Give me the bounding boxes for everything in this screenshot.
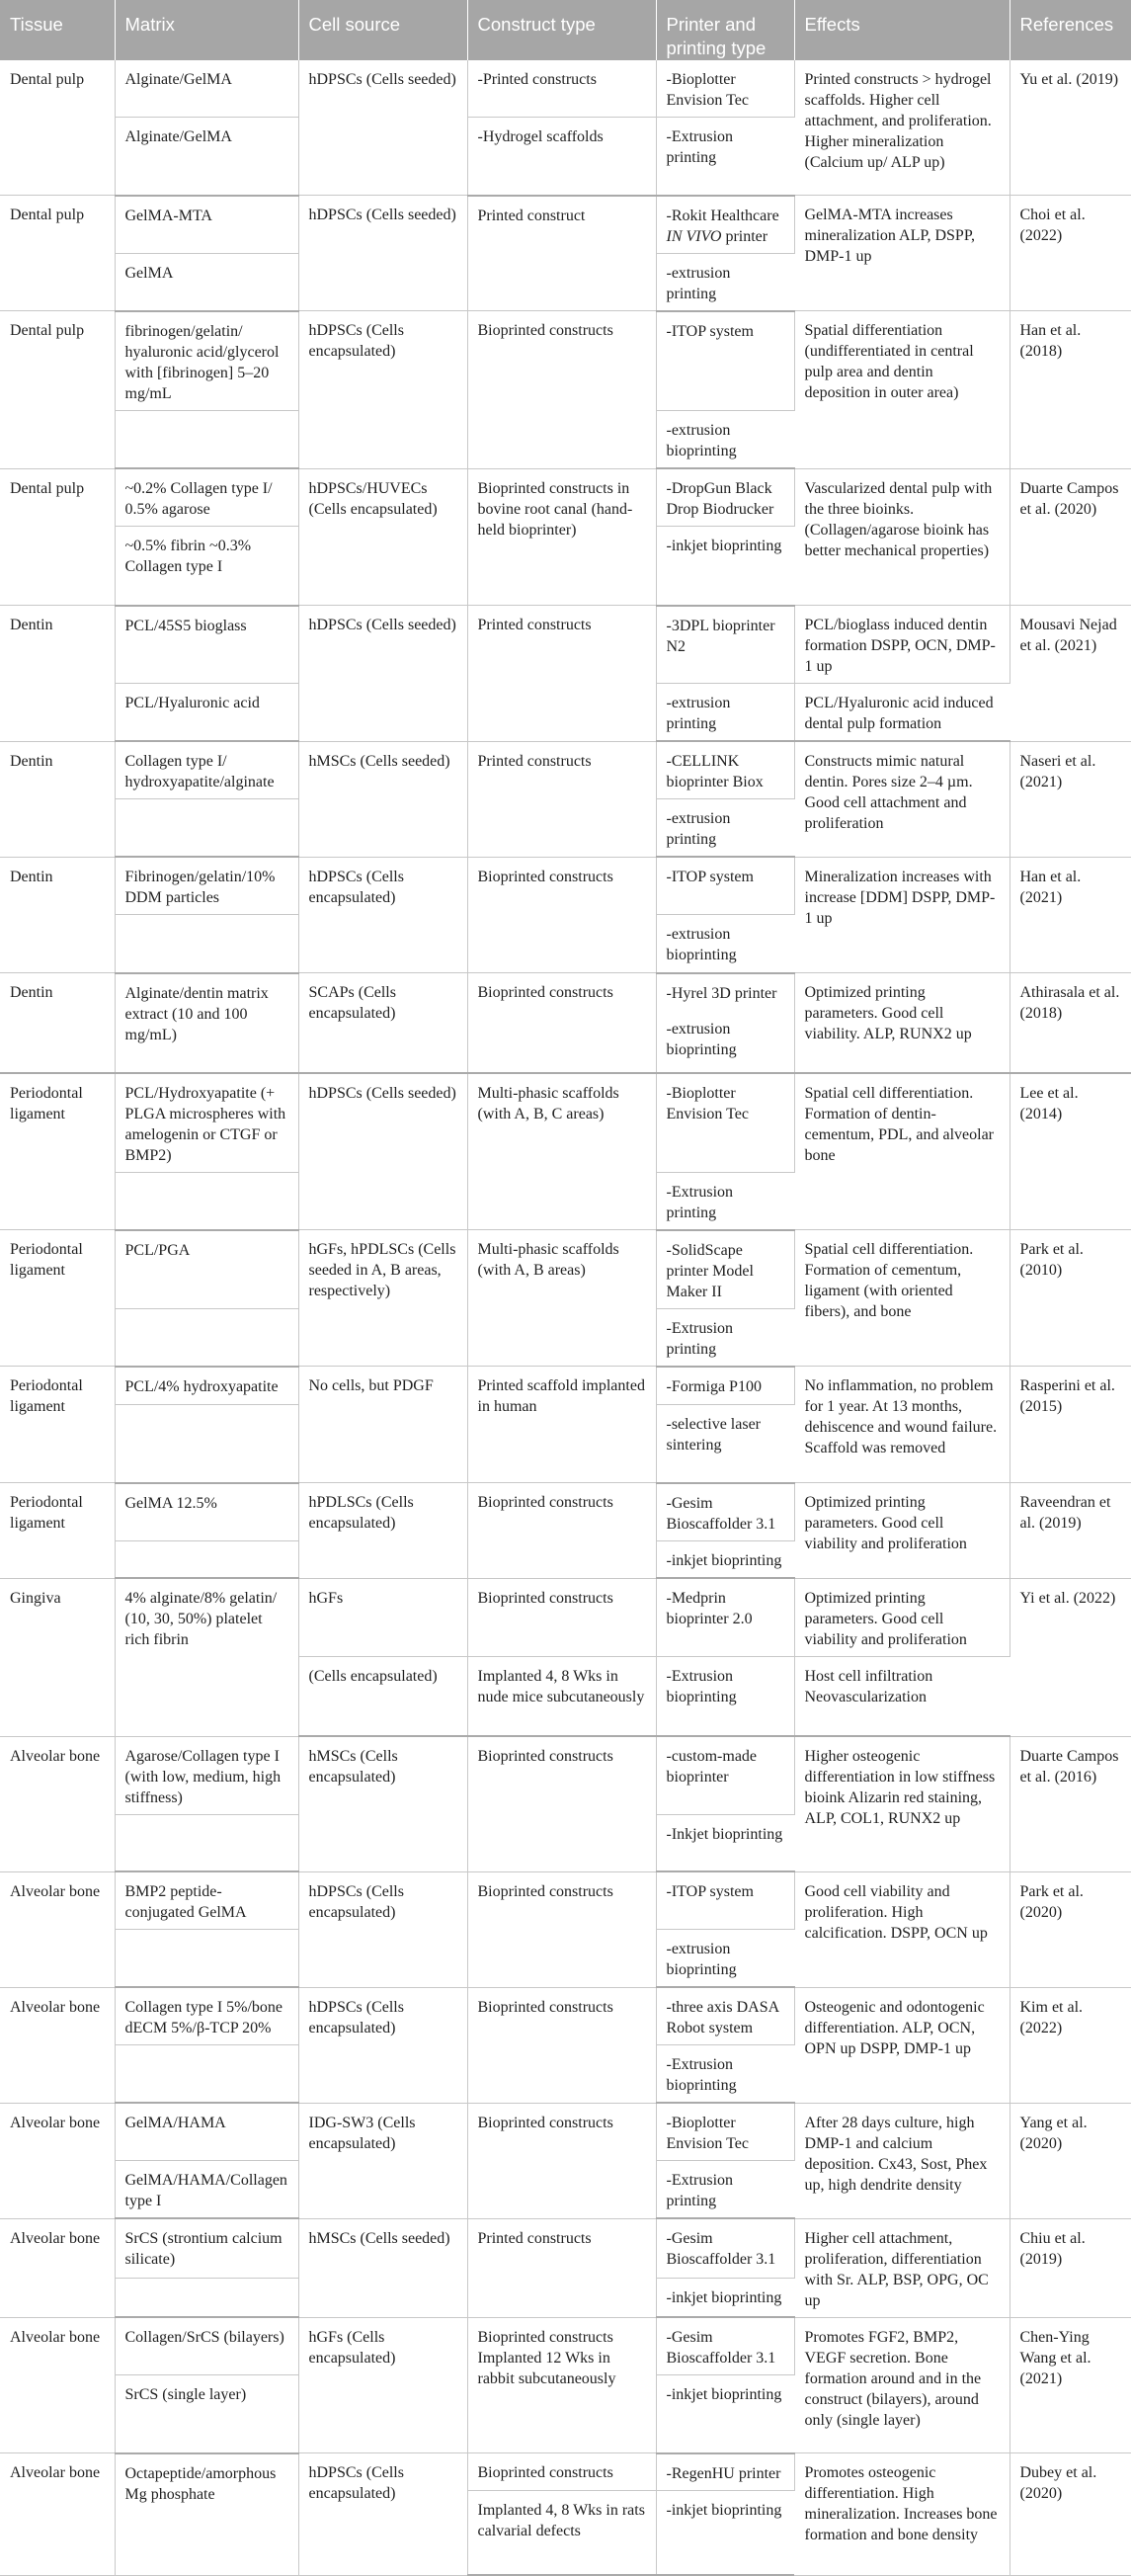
printer-suffix: printer [721, 227, 768, 245]
printer-cell: -ITOP system [656, 1871, 794, 1930]
cell-source-cell: hDPSCs (Cells seeded) [298, 1073, 467, 1230]
matrix-cell [115, 1405, 298, 1483]
printer-cell: -ITOP system [656, 857, 794, 915]
table-row [0, 2103, 1131, 2161]
table-row [0, 1736, 1131, 1814]
printer-cell: -Gesim Bioscaffolder 3.1 [656, 2317, 794, 2375]
matrix-cell: PCL/4% hydroxyapatite [115, 1367, 298, 1405]
printer-cell: -Extrusion printing [656, 2161, 794, 2219]
table-row [0, 741, 1131, 799]
printer-cell: -RegenHU printer [656, 2453, 794, 2491]
tissue-cell: Alveolar bone [0, 1987, 115, 2103]
tissue-cell: Alveolar bone [0, 2103, 115, 2218]
table-row [0, 1987, 1131, 2045]
cell-source-cell: hMSCs (Cells seeded) [298, 741, 467, 857]
effects-cell: Promotes osteogenic differentiation. High mineralization. Increases bone formation and bone density [794, 2453, 1010, 2576]
table-row [0, 1073, 1131, 1173]
cell-source-cell: hPDLSCs (Cells encapsulated) [298, 1483, 467, 1579]
construct-type-cell: Implanted 4, 8 Wks in nude mice subcutaneously [467, 1656, 656, 1736]
printer-cell: -Extrusion bioprinting [656, 1656, 794, 1736]
matrix-cell: GelMA [115, 253, 298, 311]
construct-type-cell: -Hydrogel scaffolds [467, 118, 656, 196]
cell-source-cell: hDPSCs (Cells seeded) [298, 60, 467, 196]
cell-source-cell: SCAPs (Cells encapsulated) [298, 973, 467, 1073]
table-row [0, 1578, 1131, 1656]
tissue-cell: Periodontal ligament [0, 1483, 115, 1579]
effects-cell: Promotes FGF2, BMP2, VEGF secretion. Bone formation around and in the construct (bilayers), around only (single layer) [794, 2317, 1010, 2453]
cell-source-cell: No cells, but PDGF [298, 1367, 467, 1483]
tissue-cell: Periodontal ligament [0, 1073, 115, 1230]
matrix-cell: GelMA/HAMA/Collagen type I [115, 2161, 298, 2219]
construct-type-cell: Printed scaffold implanted in human [467, 1367, 656, 1483]
tissue-cell: Dentin [0, 973, 115, 1073]
table-row [0, 2453, 1131, 2491]
effects-cell: Optimized printing parameters. Good cell viability and proliferation [794, 1483, 1010, 1579]
reference-cell: Yang et al. (2020) [1010, 2103, 1131, 2218]
printer-cell: -Bioplotter Envision Tec [656, 1073, 794, 1173]
effects-cell: Vascularized dental pulp with the three bioinks. (Collagen/agarose bioink has better mechanical properties) [794, 468, 1010, 606]
table-row [0, 1871, 1131, 1930]
tissue-cell: Dental pulp [0, 60, 115, 196]
construct-type-cell: Printed constructs [467, 2218, 656, 2317]
construct-type-cell: Implanted 4, 8 Wks in rats calvarial defects [467, 2490, 656, 2575]
cell-source-cell: hGFs (Cells encapsulated) [298, 2317, 467, 2453]
construct-type-cell: Bioprinted constructs [467, 2453, 656, 2491]
construct-type-cell: Multi-phasic scaffolds (with A, B, C areas) [467, 1073, 656, 1230]
header-cell-source: Cell source [298, 0, 467, 60]
tissue-cell: Dentin [0, 741, 115, 857]
matrix-cell: SrCS (strontium calcium silicate) [115, 2218, 298, 2279]
tissue-cell: Alveolar bone [0, 2453, 115, 2576]
construct-type-cell: Printed construct [467, 196, 656, 311]
reference-cell: Chiu et al. (2019) [1010, 2218, 1131, 2317]
tissue-cell: Alveolar bone [0, 2317, 115, 2453]
matrix-cell: Agarose/Collagen type I (with low, medium, high stiffness) [115, 1736, 298, 1814]
cell-source-cell: hDPSCs (Cells seeded) [298, 606, 467, 742]
reference-cell: Dubey et al. (2020) [1010, 2453, 1131, 2576]
matrix-cell [115, 799, 298, 858]
reference-cell: Lee et al. (2014) [1010, 1073, 1131, 1230]
matrix-cell: Alginate/GelMA [115, 60, 298, 118]
reference-cell: Chen-Ying Wang et al. (2021) [1010, 2317, 1131, 2453]
construct-type-cell: -Printed constructs [467, 60, 656, 118]
matrix-cell [115, 1172, 298, 1230]
printer-cell: -extrusion bioprinting [656, 1930, 794, 1988]
matrix-cell [115, 1814, 298, 1871]
matrix-cell: SrCS (single layer) [115, 2375, 298, 2453]
table-row [0, 1483, 1131, 1541]
matrix-cell [115, 410, 298, 468]
table-row [0, 606, 1131, 684]
tissue-cell: Dentin [0, 857, 115, 973]
header-effects: Effects [794, 0, 1010, 60]
reference-cell: Choi et al. (2022) [1010, 196, 1131, 311]
printer-cell: -Gesim Bioscaffolder 3.1 [656, 1483, 794, 1541]
effects-cell: PCL/Hyaluronic acid induced dental pulp formation [794, 684, 1010, 742]
effects-cell: Host cell infiltration Neovascularization [794, 1656, 1010, 1736]
matrix-cell: Octapeptide/amorphous Mg phosphate [115, 2453, 298, 2576]
printer-model-italic: IN VIVO [666, 227, 722, 245]
matrix-cell: GelMA/HAMA [115, 2103, 298, 2161]
printer-cell: -extrusion bioprinting [656, 410, 794, 468]
printer-cell: -inkjet bioprinting [656, 527, 794, 606]
matrix-cell [115, 1540, 298, 1578]
construct-type-cell: Bioprinted constructs [467, 2103, 656, 2218]
effects-cell: PCL/bioglass induced dentin formation DSPP, OCN, DMP-1 up [794, 606, 1010, 684]
printer-cell: -Extrusion bioprinting [656, 2045, 794, 2104]
tissue-cell: Dental pulp [0, 468, 115, 606]
matrix-cell: GelMA-MTA [115, 196, 298, 254]
printer-cell: -Bioplotter Envision Tec [656, 60, 794, 118]
printer-cell: -inkjet bioprinting [656, 2375, 794, 2453]
matrix-cell [115, 2279, 298, 2317]
cell-source-cell: IDG-SW3 (Cells encapsulated) [298, 2103, 467, 2218]
construct-type-cell: Bioprinted constructs [467, 1987, 656, 2103]
table-row [0, 1230, 1131, 1309]
effects-cell: Higher osteogenic differentiation in low stiffness bioink Alizarin red staining, ALP, COL1, RUNX2 up [794, 1736, 1010, 1871]
effects-cell: Spatial differentiation (undifferentiated in central pulp area and dentin deposition in outer area) [794, 311, 1010, 469]
matrix-cell [115, 915, 298, 973]
table-row [0, 311, 1131, 411]
matrix-cell [115, 2045, 298, 2104]
matrix-cell: Alginate/GelMA [115, 118, 298, 196]
effects-cell: Good cell viability and proliferation. High calcification. DSPP, OCN up [794, 1871, 1010, 1987]
header-construct-type: Construct type [467, 0, 656, 60]
table-row [0, 468, 1131, 527]
construct-type-cell: Bioprinted constructs [467, 311, 656, 469]
matrix-cell: BMP2 peptide-conjugated GelMA [115, 1871, 298, 1930]
construct-type-cell: Bioprinted constructs Implanted 12 Wks in rabbit subcutaneously [467, 2317, 656, 2453]
effects-cell: Spatial cell differentiation. Formation of dentin-cementum, PDL, and alveolar bone [794, 1073, 1010, 1230]
printer-cell: -Formiga P100 [656, 1367, 794, 1405]
tissue-cell: Dental pulp [0, 196, 115, 311]
matrix-cell [115, 1930, 298, 1988]
reference-cell: Yi et al. (2022) [1010, 1578, 1131, 1736]
effects-cell: Spatial cell differentiation. Formation of cementum, ligament (with oriented fibers), and bone [794, 1230, 1010, 1367]
effects-cell: Optimized printing parameters. Good cell viability. ALP, RUNX2 up [794, 973, 1010, 1073]
printer-cell: -three axis DASA Robot system [656, 1987, 794, 2045]
reference-cell: Naseri et al. (2021) [1010, 741, 1131, 857]
reference-cell: Han et al. (2018) [1010, 311, 1131, 469]
printer-cell: -extrusion bioprinting [656, 915, 794, 973]
printer-cell: -ITOP system [656, 311, 794, 411]
cell-source-cell: hDPSCs (Cells encapsulated) [298, 857, 467, 973]
tissue-cell: Periodontal ligament [0, 1230, 115, 1367]
reference-cell: Raveendran et al. (2019) [1010, 1483, 1131, 1579]
printer-cell: -Bioplotter Envision Tec [656, 2103, 794, 2161]
construct-type-cell: Bioprinted constructs [467, 973, 656, 1073]
cell-source-cell: hDPSCs (Cells seeded) [298, 196, 467, 311]
table-row [0, 2218, 1131, 2279]
printer-cell: -inkjet bioprinting [656, 2490, 794, 2575]
cell-source-cell: hDPSCs (Cells encapsulated) [298, 1987, 467, 2103]
cell-source-cell: hMSCs (Cells encapsulated) [298, 1736, 467, 1871]
matrix-cell: ~0.2% Collagen type I/ 0.5% agarose [115, 468, 298, 527]
printer-cell [656, 196, 794, 254]
construct-type-cell: Multi-phasic scaffolds (with A, B areas) [467, 1230, 656, 1367]
construct-type-cell: Bioprinted constructs [467, 1736, 656, 1871]
construct-type-cell: Bioprinted constructs in bovine root canal (hand-held bioprinter) [467, 468, 656, 606]
printer-cell [656, 973, 794, 1073]
reference-cell: Duarte Campos et al. (2020) [1010, 468, 1131, 606]
table-row [0, 973, 1131, 1073]
printer-cell: -Medprin bioprinter 2.0 [656, 1578, 794, 1656]
construct-type-cell: Printed constructs [467, 606, 656, 742]
matrix-cell: Fibrinogen/gelatin/10% DDM particles [115, 857, 298, 915]
printer-cell: -extrusion printing [656, 684, 794, 742]
matrix-cell: Collagen type I/ hydroxyapatite/alginate [115, 741, 298, 799]
table-row [0, 196, 1131, 254]
printer-cell: -extrusion printing [656, 253, 794, 311]
header-matrix: Matrix [115, 0, 298, 60]
matrix-cell: ~0.5% fibrin ~0.3% Collagen type I [115, 527, 298, 606]
table-row [0, 1367, 1131, 1405]
printer-cell: -Inkjet bioprinting [656, 1814, 794, 1871]
printer-cell: -SolidScape printer Model Maker II [656, 1230, 794, 1309]
table-row [0, 2317, 1131, 2375]
cell-source-cell: hDPSCs (Cells encapsulated) [298, 2453, 467, 2576]
printer-cell: -custom-made bioprinter [656, 1736, 794, 1814]
effects-cell: No inflammation, no problem for 1 year. At 13 months, dehiscence and wound failure. Scaffold was removed [794, 1367, 1010, 1483]
matrix-cell: Alginate/dentin matrix extract (10 and 100 mg/mL) [115, 973, 298, 1073]
effects-cell: After 28 days culture, high DMP-1 and calcium deposition. Cx43, Sost, Phex up, high dendrite density [794, 2103, 1010, 2218]
header-row [0, 0, 1131, 60]
table-row [0, 857, 1131, 915]
matrix-cell: Collagen type I 5%/bone dECM 5%/β-TCP 20% [115, 1987, 298, 2045]
printer-cell: -inkjet bioprinting [656, 2279, 794, 2317]
printer-name: -Hyrel 3D printer [666, 984, 777, 1002]
printer-cell: -DropGun Black Drop Biodrucker [656, 468, 794, 527]
reference-cell: Mousavi Nejad et al. (2021) [1010, 606, 1131, 742]
cell-source-cell: hDPSCs/HUVECs (Cells encapsulated) [298, 468, 467, 606]
printer-cell: -CELLINK bioprinter Biox [656, 741, 794, 799]
printer-cell: -Extrusion printing [656, 1172, 794, 1230]
matrix-cell: GelMA 12.5% [115, 1483, 298, 1541]
printer-cell: -Extrusion printing [656, 1308, 794, 1367]
printer-cell: -selective laser sintering [656, 1405, 794, 1483]
effects-cell: Osteogenic and odontogenic differentiation. ALP, OCN, OPN up DSPP, DMP-1 up [794, 1987, 1010, 2103]
tissue-cell: Periodontal ligament [0, 1367, 115, 1483]
reference-cell: Yu et al. (2019) [1010, 60, 1131, 196]
tissue-cell: Gingiva [0, 1578, 115, 1736]
reference-cell: Kim et al. (2022) [1010, 1987, 1131, 2103]
effects-cell: Optimized printing parameters. Good cell viability and proliferation [794, 1578, 1010, 1656]
cell-source-cell: (Cells encapsulated) [298, 1656, 467, 1736]
construct-type-cell: Bioprinted constructs [467, 857, 656, 973]
cell-source-cell: hMSCs (Cells seeded) [298, 2218, 467, 2317]
reference-cell: Park et al. (2020) [1010, 1871, 1131, 1987]
printer-cell: -Extrusion printing [656, 118, 794, 196]
construct-type-cell: Printed constructs [467, 741, 656, 857]
tissue-cell: Dental pulp [0, 311, 115, 469]
tissue-cell: Alveolar bone [0, 2218, 115, 2317]
cell-source-cell: hDPSCs (Cells encapsulated) [298, 311, 467, 469]
matrix-cell: Collagen/SrCS (bilayers) [115, 2317, 298, 2375]
cell-source-cell: hDPSCs (Cells encapsulated) [298, 1871, 467, 1987]
printing-type: -extrusion bioprinting [666, 1020, 737, 1058]
matrix-cell: PCL/PGA [115, 1230, 298, 1309]
construct-type-cell: Bioprinted constructs [467, 1871, 656, 1987]
matrix-cell [115, 1308, 298, 1367]
table-row [0, 60, 1131, 118]
reference-cell: Han et al. (2021) [1010, 857, 1131, 973]
matrix-cell: fibrinogen/gelatin/ hyaluronic acid/glycerol with [fibrinogen] 5–20 mg/mL [115, 311, 298, 411]
matrix-cell: PCL/Hydroxyapatite (+ PLGA microspheres with amelogenin or CTGF or BMP2) [115, 1073, 298, 1173]
reference-cell: Rasperini et al. (2015) [1010, 1367, 1131, 1483]
tissue-cell: Dentin [0, 606, 115, 742]
matrix-cell: 4% alginate/8% gelatin/ (10, 30, 50%) platelet rich fibrin [115, 1578, 298, 1736]
cell-source-cell: hGFs [298, 1578, 467, 1656]
printer-cell: -Gesim Bioscaffolder 3.1 [656, 2218, 794, 2279]
cell-source-cell: hGFs, hPDLSCs (Cells seeded in A, B areas, respectively) [298, 1230, 467, 1367]
effects-cell: Constructs mimic natural dentin. Pores size 2–4 µm. Good cell attachment and proliferation [794, 741, 1010, 857]
construct-type-cell: Bioprinted constructs [467, 1483, 656, 1579]
construct-type-cell: Bioprinted constructs [467, 1578, 656, 1656]
printer-cell: -inkjet bioprinting [656, 1540, 794, 1578]
effects-cell: Mineralization increases with increase [DDM] DSPP, DMP-1 up [794, 857, 1010, 973]
effects-cell: Higher cell attachment, proliferation, differentiation with Sr. ALP, BSP, OPG, OC up [794, 2218, 1010, 2317]
printer-cell: -3DPL bioprinter N2 [656, 606, 794, 684]
table-body [0, 60, 1131, 2575]
header-printer: Printer and printing type [656, 0, 794, 60]
printer-name: -Rokit Healthcare [666, 207, 779, 224]
matrix-cell: PCL/Hyaluronic acid [115, 684, 298, 742]
matrix-cell: PCL/45S5 bioglass [115, 606, 298, 684]
tissue-cell: Alveolar bone [0, 1871, 115, 1987]
printer-cell: -extrusion printing [656, 799, 794, 858]
header-references: References [1010, 0, 1131, 60]
tissue-cell: Alveolar bone [0, 1736, 115, 1871]
effects-cell: Printed constructs > hydrogel scaffolds. Higher cell attachment, and proliferation. Higher mineralization (Calcium up/ ALP up) [794, 60, 1010, 196]
reference-cell: Park et al. (2010) [1010, 1230, 1131, 1367]
effects-cell: GelMA-MTA increases mineralization ALP, DSPP, DMP-1 up [794, 196, 1010, 311]
header-tissue: Tissue [0, 0, 115, 60]
reference-cell: Athirasala et al. (2018) [1010, 973, 1131, 1073]
reference-cell: Duarte Campos et al. (2016) [1010, 1736, 1131, 1871]
